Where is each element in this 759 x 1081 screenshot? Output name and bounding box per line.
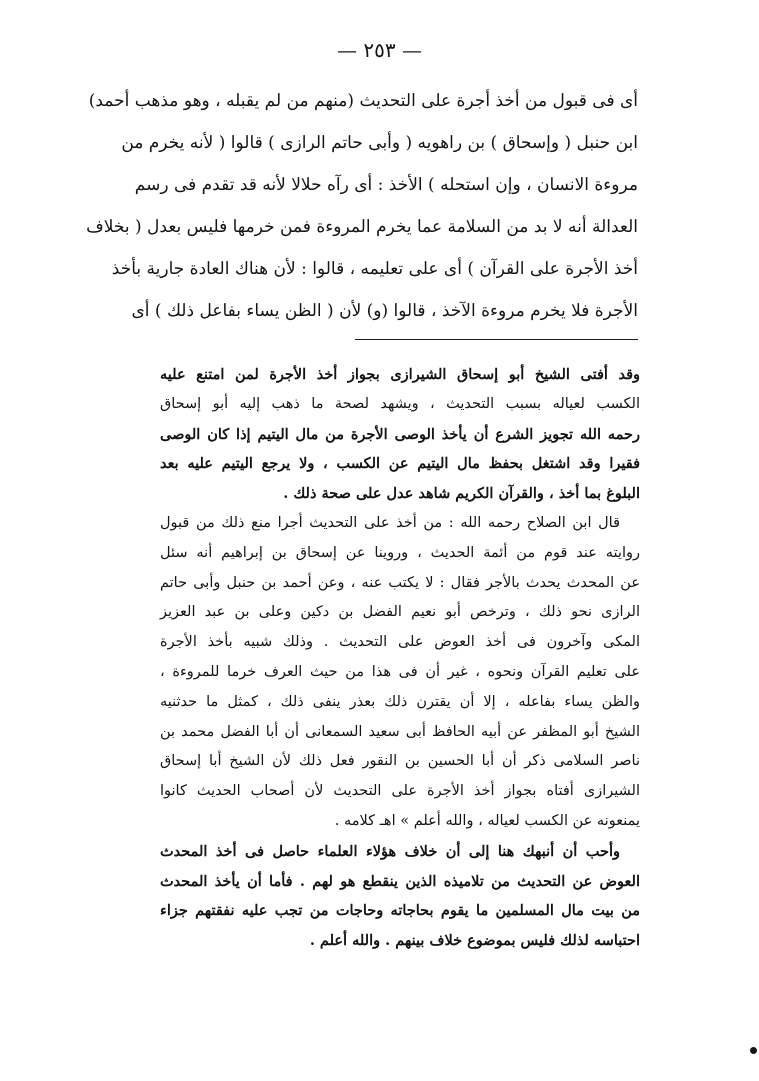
footnote-line: من بيت مال المسلمين ما يقوم بحاجاته وحاجات من تجب عليه نفقتهم جزاء	[160, 902, 640, 920]
main-text-line: ابن حنبل ( وإسحاق ) بن راهويه ( وأبى حاتم الرازى ) قالوا ( لأنه يخرم من	[121, 133, 638, 153]
main-text-line: مروءة الانسان ، وإن استحله ) الأخذ : أى رآه حلالا لأنه قد تقدم فى رسم	[134, 175, 638, 195]
footnote-line: عن المحدث يحدث بالأجر فقال : لا يكتب عنه ، وعن أحمد بن حنبل وأبى حاتم	[160, 574, 640, 591]
footnote-line: يمنعونه عن الكسب لعياله ، والله أعلم » اهـ كلامه .	[334, 812, 640, 829]
footnote-line: وأحب أن أنبهك هنا إلى أن خلاف هؤلاء العلماء حاصل فى أخذ المحدث	[160, 842, 620, 860]
footnote-line: الرازى نحو ذلك ، وترخص أبو نعيم الفضل بن دكين وعلى بن عبد العزيز	[160, 604, 640, 621]
footnote-text	[160, 360, 640, 956]
main-text-line: الأجرة فلا يخرم مروءة الآخذ ، قالوا (و) لأن ( الظن يساء بفاعل ذلك ) أى	[131, 301, 638, 321]
footnote-line: فقيرا وقد اشتغل بحفظ مال اليتيم عن الكسب ، ولا يرجع اليتيم عليه بعد	[160, 455, 640, 473]
footnote-line: الكسب لعياله بسبب التحديث ، ويشهد لصحة ما ذهب إليه أبو إسحاق	[160, 395, 640, 412]
footnote-line: رحمه الله تجويز الشرع أن يأخذ الوصى الأجرة من مال اليتيم إذا كان الوصى	[160, 425, 640, 443]
footnote-line: احتباسه لذلك فليس بموضوع خلاف بينهم . والله أعلم .	[309, 932, 640, 950]
footnote-line: الشيخ أبو المظفر عن أبيه الحافظ أبى سعيد السمعانى أن أبا الفضل محمد بن	[160, 723, 640, 740]
footnote-line: الشيرازى أفتاه بجواز أخذ الأجرة على التحديث لأن أصحاب الحديث كانوا	[160, 783, 640, 800]
footnote-line: والظن يساء بفاعله ، إلا أن يقترن ذلك بعذر ينفى ذلك ، كمثل ما حدثنيه	[160, 693, 640, 710]
footnote-line: البلوغ بما أخذ ، والقرآن الكريم شاهد عدل على صحة ذلك .	[283, 485, 640, 503]
footnote-line: المكى وآخرون فى أخذ العوض على التحديث . وذلك شبيه بأخذ الأجرة	[160, 634, 640, 651]
footnote-line: روايته عند قوم من أئمة الحديث ، وروينا عن إسحاق بن إبراهيم أنه سئل	[160, 544, 640, 561]
main-text	[86, 80, 638, 332]
scan-mark	[750, 1047, 757, 1054]
main-text-line: أى فى قبول من أخذ أجرة على التحديث (منهم من لم يقبله ، وهو مذهب أحمد)	[88, 91, 638, 111]
footnote-line: وقد أفتى الشيخ أبو إسحاق الشيرازى بجواز أخذ الأجرة لمن امتنع عليه	[160, 366, 640, 383]
footnote-line: ناصر السلامى ذكر أن أبا الحسين بن النقور فعل ذلك لأن الشيخ أبا إسحاق	[160, 753, 640, 770]
footnote-line: على تعليم القرآن ونحوه ، غير أن فى هذا من حيث العرف خرما للمروءة ،	[160, 663, 640, 680]
main-text-line: العدالة أنه لا بد من السلامة عما يخرم المروءة فمن خرمها فليس بعدل ( بخلاف	[86, 217, 638, 237]
footnote-line: العوض عن التحديث من تلاميذه الذين ينقطع هو لهم . فأما أن يأخذ المحدث	[160, 872, 640, 890]
footnote-line: قال ابن الصلاح رحمه الله : من أخذ على التحديث أجرا منع ذلك من قبول	[160, 514, 620, 531]
page-number: — ٢٥٣ —	[337, 38, 422, 62]
footnote-divider	[355, 339, 638, 340]
main-text-line: أخذ الأجرة على القرآن ) أى على تعليمه ، قالوا : لأن هناك العادة جارية بأخذ	[111, 259, 638, 279]
